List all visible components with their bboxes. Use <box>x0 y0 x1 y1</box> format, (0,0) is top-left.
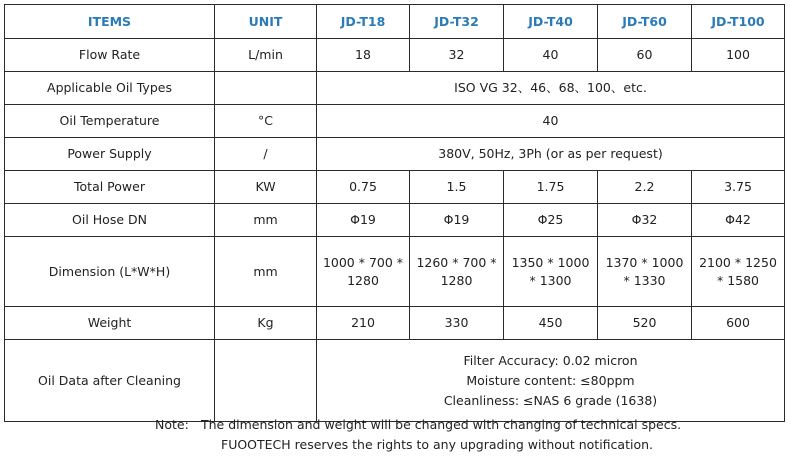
row-value: 1.75 <box>504 171 598 204</box>
header-model: JD-T18 <box>317 5 410 39</box>
row-label: Weight <box>5 307 215 340</box>
header-unit: UNIT <box>215 5 317 39</box>
row-oil-types <box>5 72 785 105</box>
row-value-merged: 380V, 50Hz, 3Ph (or as per request) <box>317 138 785 171</box>
row-total-power <box>5 171 785 204</box>
dimension-line: 1280 <box>347 272 379 288</box>
row-unit: mm <box>215 237 317 307</box>
row-value <box>410 237 504 307</box>
row-unit: mm <box>215 204 317 237</box>
row-value: 1.5 <box>410 171 504 204</box>
row-unit <box>215 340 317 422</box>
dimension-line: 2100 * 1250 <box>699 254 777 270</box>
row-value <box>598 237 692 307</box>
dimension-line: 1370 * 1000 <box>605 254 684 270</box>
spec-table <box>4 4 785 422</box>
row-value: Φ19 <box>410 204 504 237</box>
dimension-line: * 1300 <box>529 272 572 288</box>
dimension-line: 1280 <box>440 272 473 288</box>
row-value: 40 <box>504 39 598 72</box>
row-value: 330 <box>410 307 504 340</box>
dimension-line: * 1330 <box>623 272 666 288</box>
row-oil-hose <box>5 204 785 237</box>
note-text: The dimension and weight will be changed with changing of technical specs. <box>201 417 682 432</box>
dimension-line: 1350 * 1000 <box>511 254 590 270</box>
row-value: 210 <box>317 307 410 340</box>
row-value: 2.2 <box>598 171 692 204</box>
row-oil-cleaning <box>5 340 785 422</box>
row-unit: KW <box>215 171 317 204</box>
row-label: Applicable Oil Types <box>5 72 215 105</box>
row-label: Total Power <box>5 171 215 204</box>
row-value: 450 <box>504 307 598 340</box>
row-label: Oil Data after Cleaning <box>5 340 215 422</box>
row-value: 100 <box>692 39 785 72</box>
row-value: Φ42 <box>692 204 785 237</box>
row-value: Φ25 <box>504 204 598 237</box>
row-value-merged: ISO VG 32、46、68、100、etc. <box>317 72 785 105</box>
row-unit: L/min <box>215 39 317 72</box>
row-unit <box>215 72 317 105</box>
header-model: JD-T60 <box>598 5 692 39</box>
row-value-merged <box>317 340 785 422</box>
row-dimension <box>5 237 785 307</box>
row-value: 600 <box>692 307 785 340</box>
row-label: Dimension (L*W*H) <box>5 237 215 307</box>
row-value <box>317 237 410 307</box>
row-oil-temperature <box>5 105 785 138</box>
header-model: JD-T100 <box>692 5 785 39</box>
row-label: Power Supply <box>5 138 215 171</box>
row-unit: / <box>215 138 317 171</box>
footnote-line <box>0 415 790 435</box>
row-label: Oil Temperature <box>5 105 215 138</box>
row-value: 60 <box>598 39 692 72</box>
footnote-line: FUOOTECH reserves the rights to any upgrading without notification. <box>221 437 654 452</box>
row-label: Flow Rate <box>5 39 215 72</box>
row-value: 32 <box>410 39 504 72</box>
row-value: 3.75 <box>692 171 785 204</box>
row-value: 18 <box>317 39 410 72</box>
row-value <box>692 237 785 307</box>
header-model: JD-T40 <box>504 5 598 39</box>
dimension-line: * 1580 <box>716 272 760 288</box>
row-unit: Kg <box>215 307 317 340</box>
cleaning-line: Moisture content: ≤80ppm <box>466 372 635 388</box>
row-weight <box>5 307 785 340</box>
row-flow-rate <box>5 39 785 72</box>
row-value <box>504 237 598 307</box>
row-power-supply <box>5 138 785 171</box>
header-items: ITEMS <box>5 5 215 39</box>
note-label: Note: <box>155 417 189 432</box>
row-label: Oil Hose DN <box>5 204 215 237</box>
row-unit: °C <box>215 105 317 138</box>
row-value: 0.75 <box>317 171 410 204</box>
dimension-line: 1000 * 700 * <box>322 254 404 270</box>
footnote <box>0 415 790 455</box>
cleaning-line: Cleanliness: ≤NAS 6 grade (1638) <box>443 392 658 408</box>
header-model: JD-T32 <box>410 5 504 39</box>
row-value-merged: 40 <box>317 105 785 138</box>
header-row <box>5 5 785 39</box>
cleaning-line: Filter Accuracy: 0.02 micron <box>463 352 638 368</box>
row-value: Φ32 <box>598 204 692 237</box>
dimension-line: 1260 * 700 * <box>416 254 497 270</box>
row-value: 520 <box>598 307 692 340</box>
row-value: Φ19 <box>317 204 410 237</box>
